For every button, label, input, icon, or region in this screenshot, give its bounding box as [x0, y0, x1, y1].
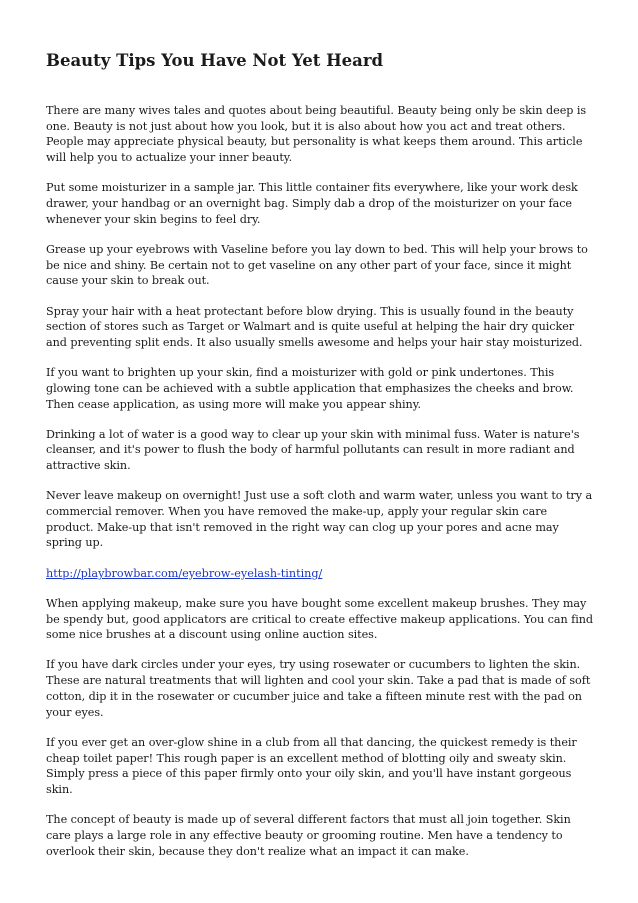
paragraph-drink-water: Drinking a lot of water is a good way to clear up your skin with minimal fuss. Water is nature's cleanser, and it's power to flush the body of harmful pollutants can result in more radiant and attractive skin.	[46, 427, 580, 473]
paragraph-dark-circles: If you have dark circles under your eyes, try using rosewater or cucumbers to lighten the skin. These are natural treatments that will lighten and cool your skin. Take a pad that is made of soft cotton, dip it in the rosewater or cucumber juice and take a fifteen minute rest with the pad on your eyes.	[46, 658, 591, 719]
paragraph-brighten-skin: If you want to brighten up your skin, find a moisturizer with gold or pink undertones. This glowing tone can be achieved with a subtle application that emphasizes the cheeks and brow. Then cease application, as using more will make you appear shiny.	[46, 366, 574, 411]
paragraph-toilet-paper: If you ever get an over-glow shine in a club from all that dancing, the quickest remedy is their cheap toilet paper! This rough paper is an excellent method of blotting oily and sweaty skin. Simply press a piece of this paper firmly onto your oily skin, and you'll have instant gorgeous skin.	[46, 735, 577, 796]
paragraph-remove-makeup: Never leave makeup on overnight! Just use a soft cloth and warm water, unless you want to try a commercial remover. When you have removed the make-up, apply your regular skin care product. Make-up that isn't removed in the right way can clog up your pores and acne may spring up.	[46, 489, 593, 550]
eyebrow-tinting-link[interactable]: http://playbrowbar.com/eyebrow-eyelash-tinting/	[46, 566, 323, 580]
article-title: Beauty Tips You Have Not Yet Heard	[46, 51, 384, 70]
document-page	[46, 50, 596, 874]
paragraph-eyebrows-vaseline: Grease up your eyebrows with Vaseline before you lay down to bed. This will help your brows to be nice and shiny. Be certain not to get vaseline on any other part of your face, since it might cause your skin to break out.	[46, 242, 588, 288]
paragraph-makeup-brushes: When applying makeup, make sure you have bought some excellent makeup brushes. They may be spendy but, good applicators are critical to create effective makeup applications. You can find some nice brushes at a discount using online auction sites.	[46, 596, 593, 642]
paragraph-moisturizer-jar: Put some moisturizer in a sample jar. This little container fits everywhere, like your work desk drawer, your handbag or an overnight bag. Simply dab a drop of the moisturizer on your face whenever your skin begins to feel dry.	[46, 181, 578, 226]
paragraph-intro: There are many wives tales and quotes about being beautiful. Beauty being only be skin deep is one. Beauty is not just about how you look, but it is also about how you act and treat others. People may appreciate physical beauty, but personality is what keeps them around. This article will help you to actualize your inner beauty.	[46, 104, 587, 165]
paragraph-heat-protectant: Spray your hair with a heat protectant before blow drying. This is usually found in the beauty section of stores such as Target or Walmart and is quite useful at helping the hair dry quicker and preventing split ends. It also usually smells awesome and helps your hair stay moisturized.	[46, 304, 583, 349]
paragraph-beauty-concept: The concept of beauty is made up of several different factors that must all join together. Skin care plays a large role in any effective beauty or grooming routine. Men have a tendency to overlook their skin, because they don't realize what an impact it can make.	[46, 813, 571, 858]
